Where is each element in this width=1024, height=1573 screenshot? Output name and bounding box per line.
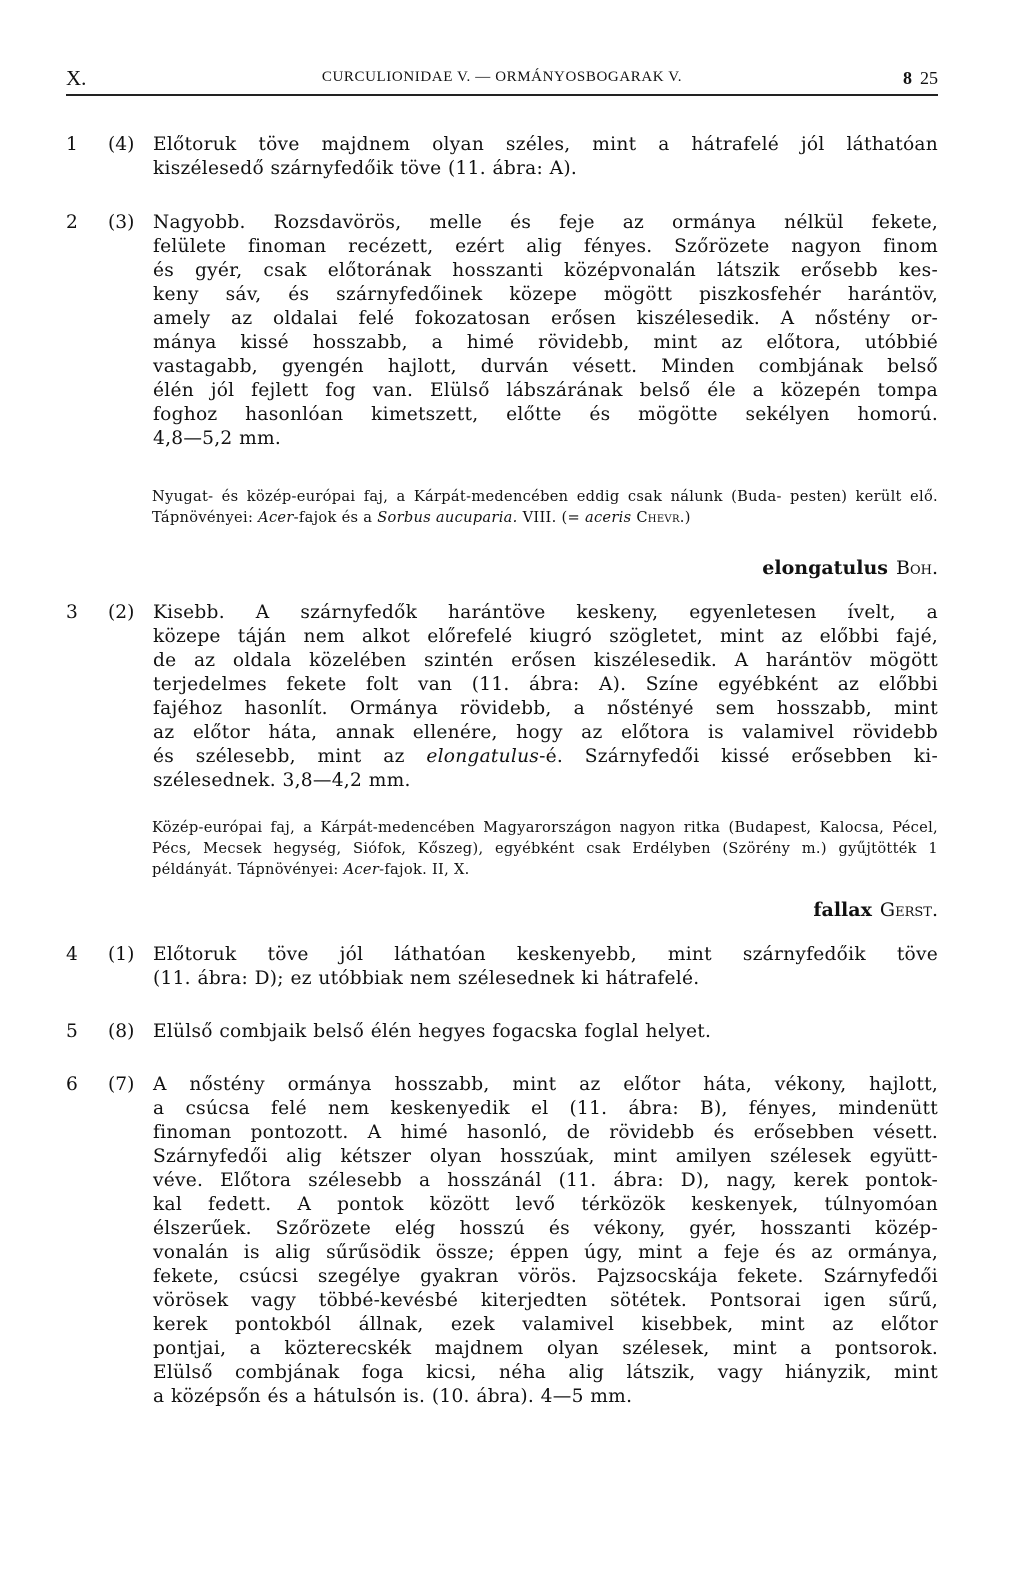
running-header	[66, 66, 938, 96]
entry-text: A nőstény ormánya hosszabb, mint az előtor háta, vékony, hajlott, a csúcsa felé nem keskenyedik el (11. ábra: B), fényes, mindenütt finoman pontozott. A himé hasonló, de rövidebb és erősebben vésett. Szárnyfedői alig kétszer olyan hosszúak, mint amilyen szélesek együtt- véve. Előtora szélesebb a hosszánál (11. ábra: D), nagy, kerek pontok- kal fedett. A pontok között levő térközök keskenyek, túlnyomóan élszerűek. Szőrözete elég hosszú és vékony, gyér, hosszanti közép- vonalán is alig sűrűsödik össze; éppen úgy, mint a feje és az ormánya, fekete, csúcsi szegélye gyakran vörös. Pajzsocskája fekete. Szárnyfedői vörösek vagy többé-kevésbé kiterjedten sötétek. Pontsorai igen sűrű, kerek pontokból állnak, ezek valamivel kisebbek, mint az előtor pontjai, a közterecskék majdnem olyan szélesek, mint a pontsorok. Elülső combjának foga kicsi, néha alig látszik, vagy hiányzik, mint a középsőn és a hátulsón is. (10. ábra). 4—5 mm.	[153, 1074, 938, 1407]
entry-text: Nagyobb. Rozsdavörös, melle és feje az ormánya nélkül fekete, felülete finoman recézett, ezért alig fényes. Szőrözete nagyon finom és gyér, csak előtorának hosszanti középvonalán látszik erősebb kes- keny sáv, és szárnyfedőinek közepe mögött piszkosfehér harántöv, amely az oldalai felé fokozatosan erősen kiszélesedik. A nőstény or- mánya kissé hosszabb, a himé rövidebb, mint az előtora, utóbbié vastagabb, gyengén hajlott, durván vésett. Minden combjának belső élén jól fejlett fog van. Elülső lábszárának belső éle a közepén tompa foghoz hasonlóan kimetszett, előtte és mögötte sekélyen homorú. 4,8—5,2 mm.	[153, 212, 938, 449]
key-entry-6	[66, 1073, 938, 1409]
entry-reference: (8)	[108, 1021, 135, 1042]
entry-number: 3	[66, 602, 78, 623]
species-name: fallax Gerst.	[813, 899, 938, 921]
entry-reference: (1)	[108, 944, 135, 965]
entry-text: Előtoruk töve majdnem olyan széles, mint a hátrafelé jól láthatóan kiszélesedő szárnyfedőik töve (11. ábra: A).	[153, 134, 938, 179]
entry-number: 5	[66, 1021, 78, 1042]
entry-reference: (7)	[108, 1074, 135, 1095]
entry-number: 4	[66, 944, 78, 965]
distribution-note: Nyugat- és közép-európai faj, a Kárpát-medencében eddig csak nálunk (Buda- pesten) került elő. Tápnövényei: Acer-fajok és a Sorbus aucuparia. VIII. (= aceris Chevr.)	[152, 488, 938, 526]
page-number: 8 25	[903, 68, 938, 88]
key-entry-1	[66, 133, 938, 181]
distribution-note: Közép-európai faj, a Kárpát-medencében Magyarországon nagyon ritka (Budapest, Kalocsa, Pécel, Pécs, Mecsek hegység, Siófok, Kőszeg), egyébként csak Erdélyben (Szörény m.) gyűjtötték 1 példányát. Tápnövényei: Acer-fajok. II, X.	[152, 819, 938, 878]
key-entry-3	[66, 601, 938, 793]
species-name: elongatulus Boh.	[762, 557, 938, 579]
volume-number: X.	[66, 66, 87, 90]
entry-reference: (2)	[108, 602, 135, 623]
entry-number: 2	[66, 212, 78, 233]
entry-text: Kisebb. A szárnyfedők harántöve keskeny, egyenletesen ívelt, a közepe táján nem alkot előrefelé kiugró szögletet, mint az előbbi fajé, de az oldala közelében szintén erősen kiszélesedik. A harántöv mögött terjedelmes fekete folt van (11. ábra: A). Színe egyébként az előbbi fajéhoz hasonlít. Ormánya rövidebb, a nőstényé sem hosszabb, mint az előtor háta, annak ellenére, hogy az előtora is valamivel rövidebb és szélesebb, mint az elongatulus-é. Szárnyfedői kissé erősebben ki- szélesednek. 3,8—4,2 mm.	[153, 602, 938, 791]
entry-reference: (4)	[108, 134, 135, 155]
entry-text: Elülső combjaik belső élén hegyes fogacska foglal helyet.	[153, 1021, 712, 1042]
key-entry-2	[66, 211, 938, 451]
key-entry-5	[66, 1020, 938, 1044]
entry-text: Előtoruk töve jól láthatóan keskenyebb, mint szárnyfedőik töve (11. ábra: D); ez utóbbiak nem szélesednek ki hátrafelé.	[153, 944, 938, 989]
key-entry-4	[66, 943, 938, 991]
header-title: CURCULIONIDAE V. — ORMÁNYOSBOGARAK V.	[321, 69, 683, 85]
entry-number: 1	[66, 134, 78, 155]
entry-reference: (3)	[108, 212, 135, 233]
entry-number: 6	[66, 1074, 78, 1095]
